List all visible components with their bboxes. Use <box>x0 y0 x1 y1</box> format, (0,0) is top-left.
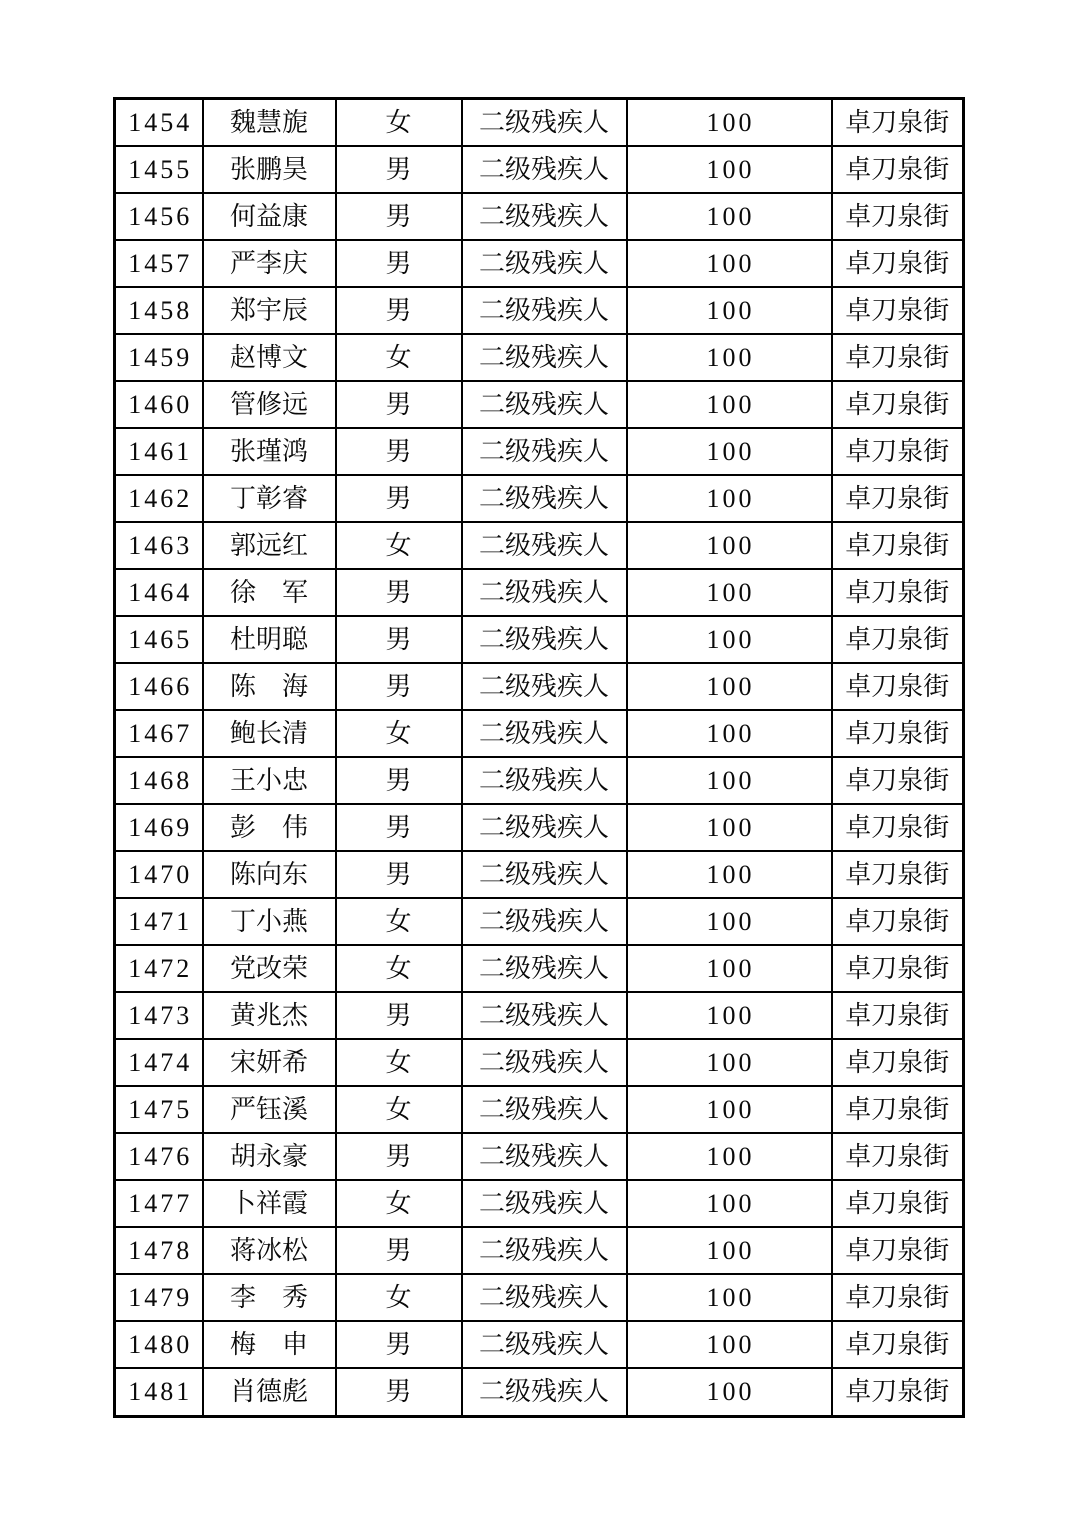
cell-gender: 女 <box>336 1086 462 1133</box>
cell-name <box>203 1086 336 1133</box>
cell-gender: 女 <box>336 1274 462 1321</box>
cell-serial-number: 1473 <box>115 992 203 1039</box>
cell-street: 卓刀泉街 <box>832 1180 964 1227</box>
cell-category: 二级残疾人 <box>462 428 627 475</box>
table-row <box>115 99 964 147</box>
table-row <box>115 287 964 334</box>
cell-serial-number: 1460 <box>115 381 203 428</box>
cell-serial-number: 1469 <box>115 804 203 851</box>
cell-category: 二级残疾人 <box>462 287 627 334</box>
cell-amount: 100 <box>627 287 832 334</box>
person-name: 魏慧旎 <box>230 107 309 137</box>
cell-name <box>203 193 336 240</box>
table-row <box>115 1086 964 1133</box>
cell-gender: 女 <box>336 945 462 992</box>
cell-street: 卓刀泉街 <box>832 851 964 898</box>
cell-gender: 女 <box>336 334 462 381</box>
table-row <box>115 1368 964 1416</box>
cell-amount: 100 <box>627 1180 832 1227</box>
table-row <box>115 1227 964 1274</box>
cell-street: 卓刀泉街 <box>832 757 964 804</box>
cell-street: 卓刀泉街 <box>832 1227 964 1274</box>
table-row <box>115 616 964 663</box>
table-row <box>115 945 964 992</box>
cell-serial-number: 1458 <box>115 287 203 334</box>
table-row <box>115 475 964 522</box>
cell-category: 二级残疾人 <box>462 240 627 287</box>
cell-serial-number: 1454 <box>115 99 203 147</box>
cell-serial-number: 1461 <box>115 428 203 475</box>
cell-name <box>203 757 336 804</box>
subsidy-recipient-table <box>113 97 965 1418</box>
cell-gender: 男 <box>336 851 462 898</box>
cell-serial-number: 1475 <box>115 1086 203 1133</box>
cell-name <box>203 287 336 334</box>
cell-amount: 100 <box>627 428 832 475</box>
cell-name <box>203 1039 336 1086</box>
table-row <box>115 1039 964 1086</box>
cell-category: 二级残疾人 <box>462 804 627 851</box>
cell-category: 二级残疾人 <box>462 851 627 898</box>
cell-name <box>203 1274 336 1321</box>
table-row <box>115 757 964 804</box>
cell-street: 卓刀泉街 <box>832 99 964 147</box>
cell-gender: 男 <box>336 1321 462 1368</box>
cell-amount: 100 <box>627 1039 832 1086</box>
person-name: 蒋冰松 <box>230 1235 309 1265</box>
person-name: 张鹏昊 <box>230 154 309 184</box>
person-name: 王小忠 <box>230 765 309 795</box>
cell-street: 卓刀泉街 <box>832 1133 964 1180</box>
cell-name <box>203 616 336 663</box>
cell-street: 卓刀泉街 <box>832 898 964 945</box>
cell-name <box>203 1368 336 1416</box>
cell-amount: 100 <box>627 381 832 428</box>
cell-amount: 100 <box>627 757 832 804</box>
cell-street: 卓刀泉街 <box>832 146 964 193</box>
person-name: 肖德彪 <box>230 1377 309 1407</box>
cell-serial-number: 1481 <box>115 1368 203 1416</box>
cell-gender: 男 <box>336 1368 462 1416</box>
table-row <box>115 569 964 616</box>
cell-name <box>203 1180 336 1227</box>
cell-category: 二级残疾人 <box>462 334 627 381</box>
person-name: 梅申 <box>230 1329 308 1359</box>
person-name: 丁小燕 <box>230 906 309 936</box>
person-name: 郑宇辰 <box>230 295 309 325</box>
cell-amount: 100 <box>627 851 832 898</box>
cell-street: 卓刀泉街 <box>832 569 964 616</box>
cell-gender: 男 <box>336 757 462 804</box>
cell-amount: 100 <box>627 240 832 287</box>
cell-amount: 100 <box>627 475 832 522</box>
cell-name <box>203 1227 336 1274</box>
cell-category: 二级残疾人 <box>462 992 627 1039</box>
cell-category: 二级残疾人 <box>462 1086 627 1133</box>
cell-amount: 100 <box>627 804 832 851</box>
cell-amount: 100 <box>627 663 832 710</box>
cell-category: 二级残疾人 <box>462 381 627 428</box>
cell-category: 二级残疾人 <box>462 1321 627 1368</box>
cell-serial-number: 1455 <box>115 146 203 193</box>
person-name: 赵博文 <box>230 342 309 372</box>
table-row <box>115 851 964 898</box>
cell-serial-number: 1464 <box>115 569 203 616</box>
cell-amount: 100 <box>627 710 832 757</box>
cell-category: 二级残疾人 <box>462 757 627 804</box>
cell-name <box>203 851 336 898</box>
cell-name <box>203 99 336 147</box>
cell-street: 卓刀泉街 <box>832 240 964 287</box>
cell-serial-number: 1457 <box>115 240 203 287</box>
person-name: 彭伟 <box>230 812 308 842</box>
cell-street: 卓刀泉街 <box>832 193 964 240</box>
cell-amount: 100 <box>627 1274 832 1321</box>
cell-name <box>203 945 336 992</box>
cell-street: 卓刀泉街 <box>832 663 964 710</box>
table-row <box>115 1274 964 1321</box>
person-name: 卜祥霞 <box>230 1188 309 1218</box>
cell-amount: 100 <box>627 569 832 616</box>
cell-name <box>203 428 336 475</box>
cell-amount: 100 <box>627 99 832 147</box>
cell-amount: 100 <box>627 898 832 945</box>
table-row <box>115 898 964 945</box>
cell-serial-number: 1480 <box>115 1321 203 1368</box>
cell-street: 卓刀泉街 <box>832 616 964 663</box>
cell-serial-number: 1463 <box>115 522 203 569</box>
person-name: 徐军 <box>230 577 308 607</box>
table-row <box>115 710 964 757</box>
cell-serial-number: 1459 <box>115 334 203 381</box>
cell-name <box>203 334 336 381</box>
table-row <box>115 1133 964 1180</box>
table-row <box>115 146 964 193</box>
cell-name <box>203 522 336 569</box>
person-name: 宋妍希 <box>230 1047 309 1077</box>
person-name: 郭远红 <box>230 530 309 560</box>
cell-name <box>203 992 336 1039</box>
cell-gender: 男 <box>336 1227 462 1274</box>
cell-category: 二级残疾人 <box>462 193 627 240</box>
cell-gender: 男 <box>336 193 462 240</box>
cell-serial-number: 1467 <box>115 710 203 757</box>
person-name: 何益康 <box>230 201 309 231</box>
cell-category: 二级残疾人 <box>462 898 627 945</box>
table-row <box>115 334 964 381</box>
table-row <box>115 522 964 569</box>
cell-name <box>203 1321 336 1368</box>
cell-street: 卓刀泉街 <box>832 945 964 992</box>
cell-amount: 100 <box>627 334 832 381</box>
person-name: 严李庆 <box>230 248 309 278</box>
cell-street: 卓刀泉街 <box>832 334 964 381</box>
table-row <box>115 1180 964 1227</box>
cell-street: 卓刀泉街 <box>832 287 964 334</box>
table-row <box>115 1321 964 1368</box>
person-name: 杜明聪 <box>230 624 309 654</box>
cell-gender: 男 <box>336 240 462 287</box>
cell-category: 二级残疾人 <box>462 1133 627 1180</box>
cell-gender: 女 <box>336 1180 462 1227</box>
table-row <box>115 193 964 240</box>
cell-gender: 男 <box>336 287 462 334</box>
table-row <box>115 381 964 428</box>
cell-serial-number: 1468 <box>115 757 203 804</box>
cell-name <box>203 898 336 945</box>
person-name: 鲍长清 <box>230 718 309 748</box>
person-name: 党改荣 <box>230 953 309 983</box>
cell-serial-number: 1478 <box>115 1227 203 1274</box>
person-name: 陈海 <box>230 671 308 701</box>
table-row <box>115 428 964 475</box>
person-name: 丁彰睿 <box>230 483 309 513</box>
cell-name <box>203 569 336 616</box>
cell-amount: 100 <box>627 992 832 1039</box>
cell-amount: 100 <box>627 1368 832 1416</box>
cell-street: 卓刀泉街 <box>832 381 964 428</box>
cell-serial-number: 1476 <box>115 1133 203 1180</box>
person-name: 黄兆杰 <box>230 1000 309 1030</box>
cell-category: 二级残疾人 <box>462 1180 627 1227</box>
cell-gender: 男 <box>336 663 462 710</box>
cell-name <box>203 1133 336 1180</box>
cell-amount: 100 <box>627 1227 832 1274</box>
cell-serial-number: 1456 <box>115 193 203 240</box>
person-name: 李秀 <box>230 1282 308 1312</box>
cell-category: 二级残疾人 <box>462 569 627 616</box>
cell-serial-number: 1462 <box>115 475 203 522</box>
cell-category: 二级残疾人 <box>462 1368 627 1416</box>
person-name: 张瑾鸿 <box>230 436 309 466</box>
cell-gender: 男 <box>336 804 462 851</box>
cell-amount: 100 <box>627 193 832 240</box>
cell-amount: 100 <box>627 1133 832 1180</box>
person-name: 胡永豪 <box>230 1141 309 1171</box>
cell-serial-number: 1479 <box>115 1274 203 1321</box>
cell-amount: 100 <box>627 146 832 193</box>
cell-amount: 100 <box>627 1321 832 1368</box>
cell-name <box>203 663 336 710</box>
cell-street: 卓刀泉街 <box>832 522 964 569</box>
cell-name <box>203 240 336 287</box>
cell-gender: 女 <box>336 1039 462 1086</box>
cell-serial-number: 1474 <box>115 1039 203 1086</box>
cell-gender: 女 <box>336 898 462 945</box>
cell-serial-number: 1472 <box>115 945 203 992</box>
cell-street: 卓刀泉街 <box>832 710 964 757</box>
cell-name <box>203 146 336 193</box>
cell-amount: 100 <box>627 1086 832 1133</box>
cell-category: 二级残疾人 <box>462 99 627 147</box>
cell-street: 卓刀泉街 <box>832 1039 964 1086</box>
cell-street: 卓刀泉街 <box>832 1274 964 1321</box>
cell-name <box>203 804 336 851</box>
cell-gender: 男 <box>336 569 462 616</box>
cell-serial-number: 1470 <box>115 851 203 898</box>
person-name: 管修远 <box>230 389 309 419</box>
cell-street: 卓刀泉街 <box>832 992 964 1039</box>
cell-gender: 男 <box>336 616 462 663</box>
cell-category: 二级残疾人 <box>462 663 627 710</box>
cell-name <box>203 710 336 757</box>
cell-amount: 100 <box>627 522 832 569</box>
person-name: 陈向东 <box>230 859 309 889</box>
cell-amount: 100 <box>627 616 832 663</box>
cell-category: 二级残疾人 <box>462 945 627 992</box>
table-row <box>115 240 964 287</box>
cell-category: 二级残疾人 <box>462 146 627 193</box>
cell-street: 卓刀泉街 <box>832 1368 964 1416</box>
cell-category: 二级残疾人 <box>462 710 627 757</box>
cell-category: 二级残疾人 <box>462 1274 627 1321</box>
cell-serial-number: 1466 <box>115 663 203 710</box>
cell-gender: 女 <box>336 522 462 569</box>
cell-category: 二级残疾人 <box>462 522 627 569</box>
cell-serial-number: 1471 <box>115 898 203 945</box>
cell-name <box>203 475 336 522</box>
cell-category: 二级残疾人 <box>462 616 627 663</box>
table-row <box>115 992 964 1039</box>
table-body <box>115 99 964 1417</box>
table-row <box>115 804 964 851</box>
cell-name <box>203 381 336 428</box>
cell-street: 卓刀泉街 <box>832 1086 964 1133</box>
cell-street: 卓刀泉街 <box>832 1321 964 1368</box>
cell-gender: 男 <box>336 992 462 1039</box>
cell-street: 卓刀泉街 <box>832 475 964 522</box>
cell-serial-number: 1477 <box>115 1180 203 1227</box>
person-name: 严钰溪 <box>230 1094 309 1124</box>
cell-gender: 男 <box>336 146 462 193</box>
cell-category: 二级残疾人 <box>462 1039 627 1086</box>
cell-category: 二级残疾人 <box>462 1227 627 1274</box>
cell-gender: 男 <box>336 1133 462 1180</box>
cell-gender: 男 <box>336 475 462 522</box>
cell-amount: 100 <box>627 945 832 992</box>
table-row <box>115 663 964 710</box>
cell-street: 卓刀泉街 <box>832 804 964 851</box>
cell-serial-number: 1465 <box>115 616 203 663</box>
cell-gender: 男 <box>336 381 462 428</box>
cell-gender: 女 <box>336 710 462 757</box>
cell-category: 二级残疾人 <box>462 475 627 522</box>
cell-gender: 女 <box>336 99 462 147</box>
cell-street: 卓刀泉街 <box>832 428 964 475</box>
cell-gender: 男 <box>336 428 462 475</box>
